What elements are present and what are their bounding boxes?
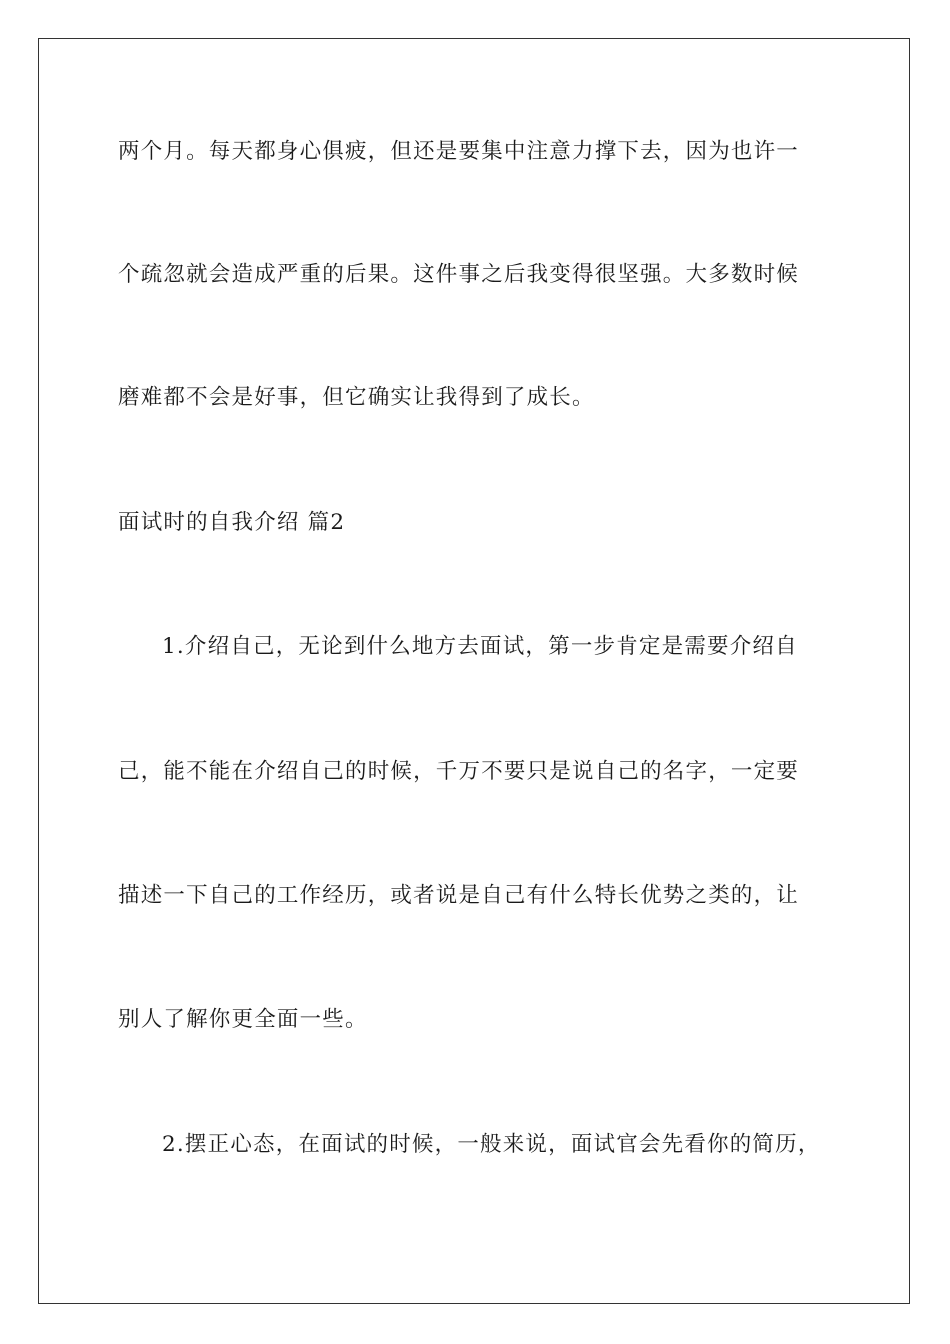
paragraph-line: 个疏忽就会造成严重的后果。这件事之后我变得很坚强。大多数时候: [118, 262, 800, 287]
section-heading: 面试时的自我介绍 篇2: [118, 510, 346, 535]
paragraph-line: 别人了解你更全面一些。: [118, 1007, 368, 1032]
paragraph-line: 1.介绍自己，无论到什么地方去面试，第一步肯定是需要介绍自: [162, 634, 798, 659]
page-frame: [38, 38, 910, 1304]
paragraph-line: 磨难都不会是好事，但它确实让我得到了成长。: [118, 385, 595, 410]
paragraph-line: 描述一下自己的工作经历，或者说是自己有什么特长优势之类的，让: [118, 883, 800, 908]
paragraph-line: 己，能不能在介绍自己的时候，千万不要只是说自己的名字，一定要: [118, 759, 800, 784]
paragraph-line: 2.摆正心态，在面试的时候，一般来说，面试官会先看你的简历，: [162, 1132, 821, 1157]
paragraph-line: 两个月。每天都身心俱疲，但还是要集中注意力撑下去，因为也许一: [118, 139, 800, 164]
